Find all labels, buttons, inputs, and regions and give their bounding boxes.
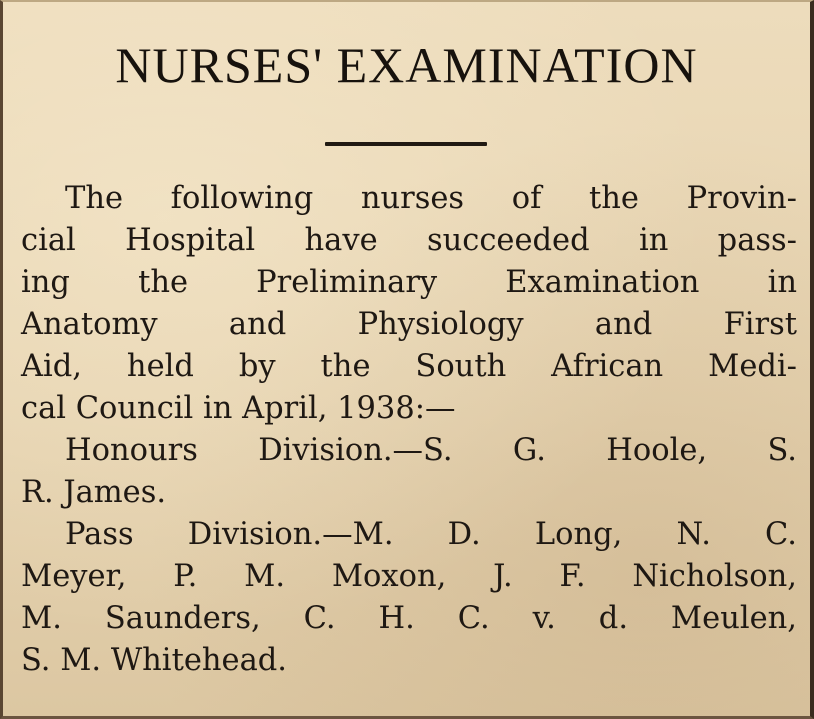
paragraph-line: ing the Preliminary Examination in — [21, 265, 797, 300]
honours-division-line: Honours Division.—S. G. Hoole, S. — [65, 433, 797, 468]
pass-division-line: Meyer, P. M. Moxon, J. F. Nicholson, — [21, 559, 797, 594]
paragraph-line: Anatomy and Physiology and First — [21, 307, 797, 342]
article-body — [21, 178, 797, 682]
pass-division-line: Pass Division.—M. D. Long, N. C. — [65, 517, 797, 552]
paragraph-line: cial Hospital have succeeded in pass- — [21, 223, 797, 258]
headline: NURSES' EXAMINATION — [115, 37, 698, 93]
headline-rule — [325, 142, 487, 146]
paragraph-line: Aid, held by the South African Medi- — [21, 349, 797, 384]
pass-division-line: S. M. Whitehead. — [21, 643, 287, 678]
paragraph-line: cal Council in April, 1938:— — [21, 391, 456, 426]
paragraph-line: The following nurses of the Provin- — [65, 181, 797, 216]
honours-division-line: R. James. — [21, 475, 167, 510]
pass-division-line: M. Saunders, C. H. C. v. d. Meulen, — [21, 601, 797, 636]
